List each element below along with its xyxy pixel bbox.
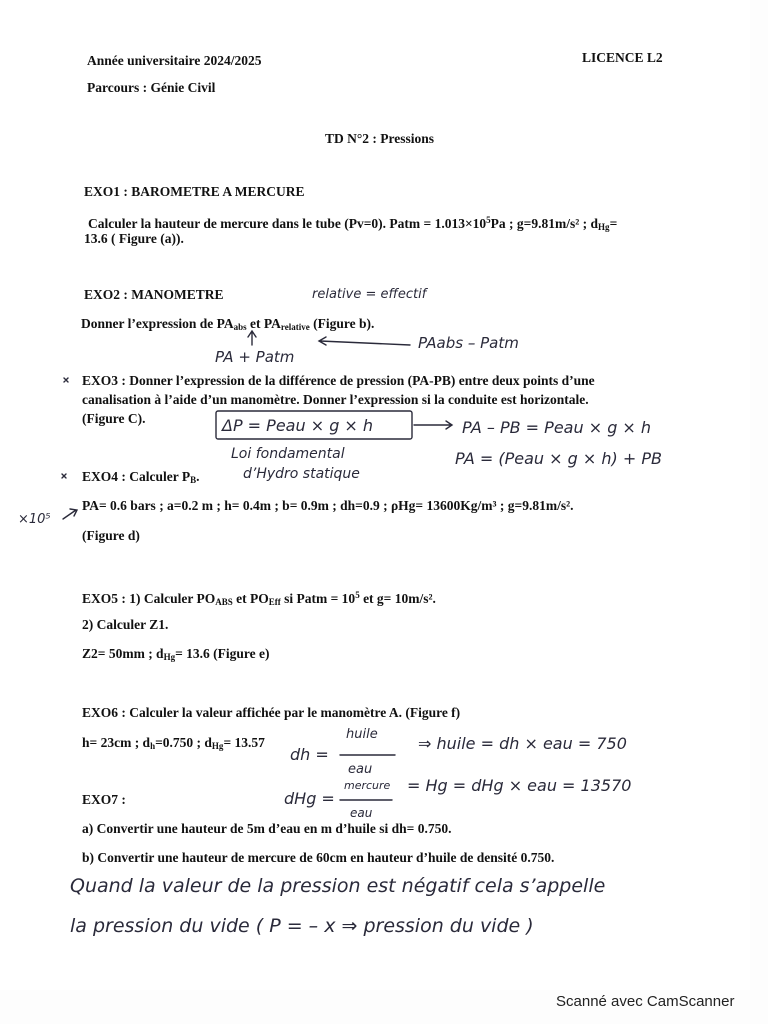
note-vide-1: Quand la valeur de la pression est négatif cela s’appelle <box>70 875 606 897</box>
note-x105: ×10⁵ <box>18 512 51 527</box>
exo3-line3: (Figure C). <box>82 411 146 426</box>
note-dhg-num: mercure <box>344 779 391 792</box>
exo2-heading: EXO2 : MANOMETRE <box>84 287 224 302</box>
note-relative: relative = effectif <box>312 287 427 302</box>
exo4-heading: EXO4 : Calculer $P_B$. <box>82 469 200 485</box>
exo4-figure: (Figure d) <box>82 528 140 543</box>
note-pabs: PAabs – Patm <box>418 334 519 352</box>
exo3-line1: EXO3 : Donner l’expression de la différence de pression (PA-PB) entre deux points d’une <box>82 373 595 388</box>
note-vide-2: la pression du vide ( P = – x ⇒ pression du vide ) <box>70 915 534 937</box>
note-loi-2: d’Hydro statique <box>243 466 360 482</box>
note-dh-lhs: dh = <box>290 745 329 764</box>
note-dh-den: eau <box>348 762 373 777</box>
licence-label: LICENCE L2 <box>582 50 663 65</box>
exo4-tick <box>62 474 66 478</box>
exo3-tick <box>64 378 68 382</box>
pa-arrow <box>63 509 77 519</box>
exo7-question-a: a) Convertir une hauteur de 5m d’eau en m d’huile si dh= 0.750. <box>82 821 452 836</box>
exo7-heading: EXO7 : <box>82 792 126 807</box>
note-pa-patm: PA + Patm <box>215 348 295 366</box>
note-dhg-den: eau <box>350 806 373 820</box>
note-loi-1: Loi fondamental <box>231 446 345 462</box>
page-title: TD N°2 : Pressions <box>325 131 435 146</box>
note-dhg-lhs: dHg = <box>284 789 335 808</box>
exo1-statement: Calculer la hauteur de mercure dans le tube (Pv=0). Patm = $1.013\times 10^5Pa$ ; g=9.81m/s² ; $d_{Hg}=$ <box>88 215 618 232</box>
pabs-arrow <box>319 337 410 345</box>
note-deltap: ΔP = Peau × g × h <box>222 416 374 435</box>
exo2-statement: Donner l’expression de $PA_{abs}$ et $PA_{relative}$ (Figure b). <box>81 316 375 332</box>
exo4-data: PA= 0.6 bars ; a=0.2 m ; h= 0.4m ; b= 0.9m ; dh=0.9 ; ρHg= 13600Kg/m³ ; g=9.81m/s². <box>82 498 574 513</box>
exo5-line1: EXO5 : 1) Calculer $PO_{ABS}$ et $PO_{Eff}$ si Patm = $10^5$ et g= 10m/s². <box>82 590 436 607</box>
note-dh-num: huile <box>346 727 378 742</box>
note-pa-equation: PA = (Peau × g × h) + PB <box>455 449 662 468</box>
camscanner-footer: Scanné avec CamScanner <box>556 993 735 1010</box>
exo5-line3: Z2= 50mm ; $d_{Hg}= 13.6$ (Figure e) <box>82 646 270 662</box>
note-pa-pb: PA – PB = Peau × g × h <box>462 418 652 437</box>
exo7-question-b: b) Convertir une hauteur de mercure de 60cm en hauteur d’huile de densité 0.750. <box>82 850 555 865</box>
note-dh-rhs: ⇒ huile = dh × eau = 750 <box>418 734 627 753</box>
exo6-heading: EXO6 : Calculer la valeur affichée par le manomètre A. (Figure f) <box>82 705 461 720</box>
parcours-label: Parcours : Génie Civil <box>87 80 216 95</box>
academic-year: Année universitaire 2024/2025 <box>87 53 262 68</box>
exo3-line2: canalisation à l’aide d’un manomètre. Donner l’expression si la conduite est horizontale. <box>82 392 589 407</box>
exo5-line2: 2) Calculer Z1. <box>82 617 169 632</box>
deltap-arrow <box>414 421 452 429</box>
exo1-statement-line2: 13.6 ( Figure (a)). <box>84 231 184 246</box>
note-dhg-rhs: = Hg = dHg × eau = 13570 <box>407 776 632 795</box>
exo6-data: h= 23cm ; $d_h=0.750$ ; $d_{Hg}= 13.57$ <box>82 735 265 751</box>
exo1-heading: EXO1 : BAROMETRE A MERCURE <box>84 184 305 199</box>
